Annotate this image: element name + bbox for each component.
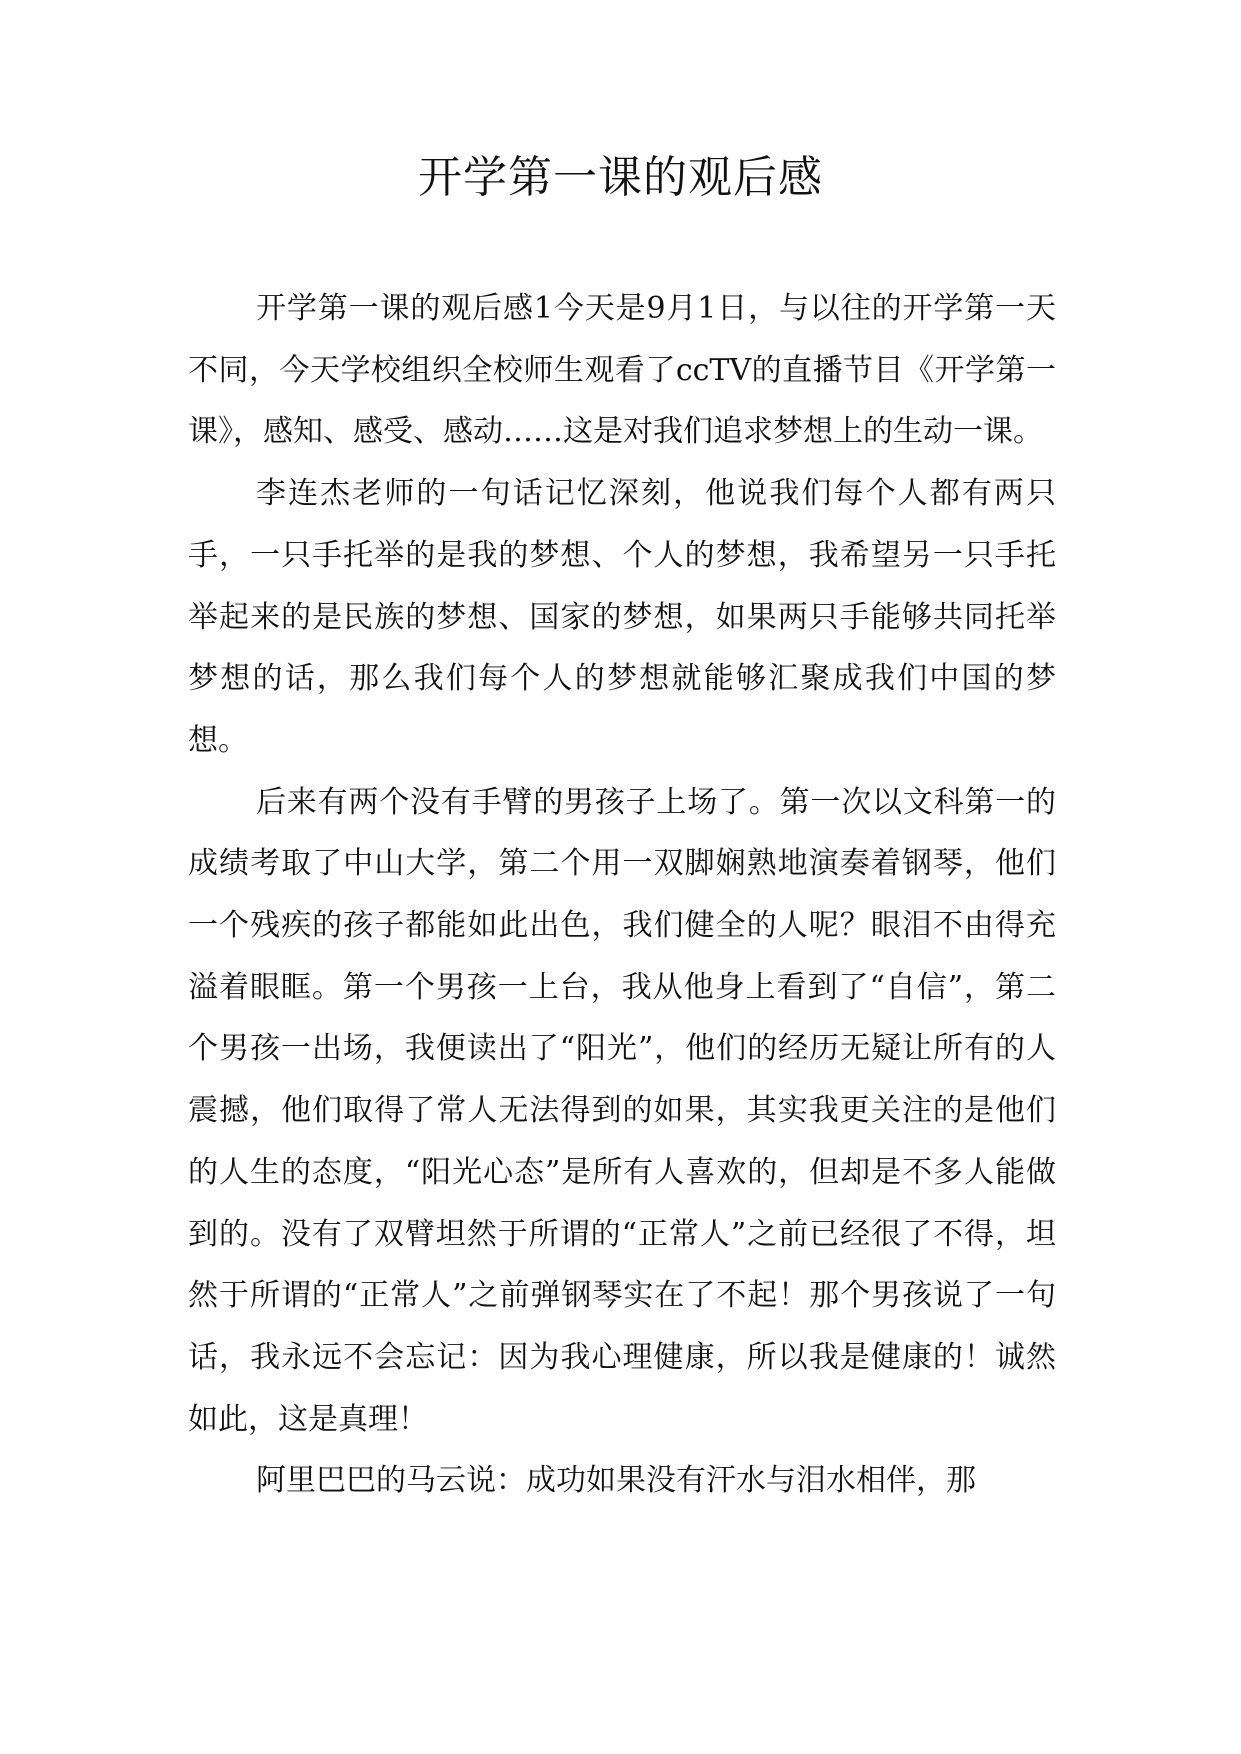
- paragraph-3: 后来有两个没有手臂的男孩子上场了。第一次以文科第一的成绩考取了中山大学，第二个用一双脚娴熟地演奏着钢琴，他们一个残疾的孩子都能如此出色，我们健全的人呢？眼泪不由得充溢着眼眶。第一个男孩一上台，我从他身上看到了“自信”，第二个男孩一出场，我便读出了“阳光”，他们的经历无疑让所有的人震撼，他们取得了常人无法得到的如果，其实我更关注的是他们的人生的态度，“阳光心态”是所有人喜欢的，但却是不多人能做到的。没有了双臂坦然于所谓的“正常人”之前已经很了不得，坦然于所谓的“正常人”之前弹钢琴实在了不起！那个男孩说了一句话，我永远不会忘记：因为我心理健康，所以我是健康的！诚然如此，这是真理！: [188, 784, 1056, 1437]
- document-title: 开学第一课的观后感: [418, 152, 823, 203]
- paragraph-2: 李连杰老师的一句话记忆深刻，他说我们每个人都有两只手，一只手托举的是我的梦想、个人的梦想，我希望另一只手托举起来的是民族的梦想、国家的梦想，如果两只手能够共同托举梦想的话，那么我们每个人的梦想就能够汇聚成我们中国的梦想。: [188, 476, 1056, 758]
- document-body: [188, 278, 1056, 1512]
- paragraph-1: 开学第一课的观后感1今天是9月1日，与以往的开学第一天不同，今天学校组织全校师生观看了ccTV的直播节目《开学第一课》，感知、感受、感动……这是对我们追求梦想上的生动一课。: [188, 291, 1056, 450]
- paragraph-4: 阿里巴巴的马云说：成功如果没有汗水与泪水相伴，那: [256, 1463, 976, 1499]
